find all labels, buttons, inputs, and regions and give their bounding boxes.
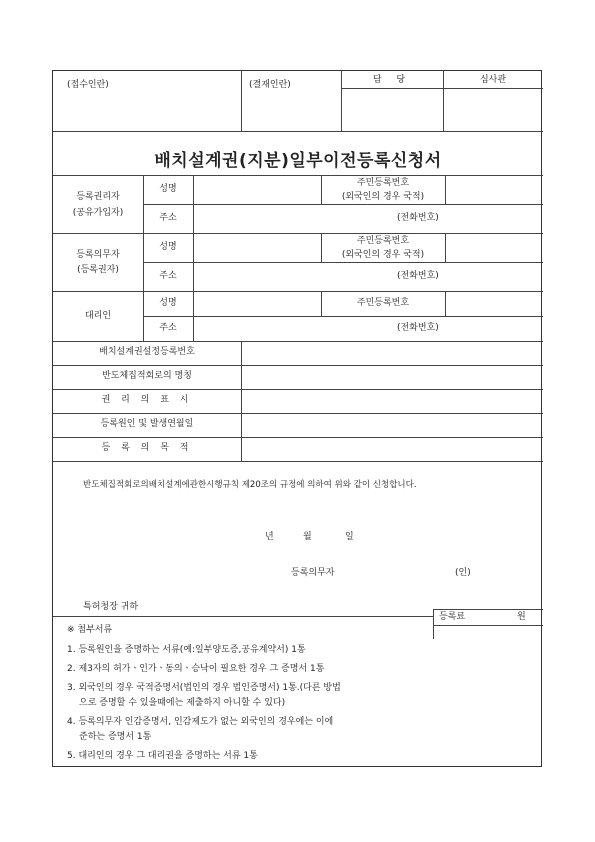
obligor-nationality-label: (외국인의 경우 국적) (341, 250, 425, 260)
registration-cause-label: 등록원인 및 발생연월일 (100, 419, 194, 429)
agent-name-label: 성명 (159, 298, 177, 308)
right-indication-label: 권 리 의 표 시 (101, 395, 193, 405)
rightholder-id-label: 주민등록번호 (356, 178, 410, 188)
rightholder-nationality-label: (외국인의 경우 국적) (341, 192, 425, 202)
obligor-phone-label: (전화번호) (397, 271, 439, 281)
title-bottom-line (53, 175, 543, 176)
signer-label: 등록의무자 (291, 568, 335, 578)
application-form (52, 70, 542, 767)
stamp-subheader-line (341, 88, 543, 89)
fee-box-top (433, 609, 543, 610)
stamp-divider (241, 71, 242, 131)
fee-label: 등록료 (439, 612, 466, 622)
date-day: 일 (345, 532, 354, 542)
agent-phone-label: (전화번호) (397, 323, 439, 333)
date-month: 월 (303, 532, 312, 542)
attachment-item: 1. 등록원인을 증명하는 서류(예:일부양도증,공유계약서) 1통 (67, 645, 306, 655)
fee-box-mid (433, 625, 543, 626)
agent-label: 대리인 (84, 311, 112, 321)
attachments-top-line (53, 616, 433, 617)
date-year: 년 (265, 532, 274, 542)
attachment-item: 5. 대리인의 경우 그 대리권을 증명하는 서류 1통 (67, 751, 258, 761)
header-bottom-line (53, 131, 543, 132)
registration-purpose-label: 등 록 의 목 적 (101, 443, 193, 453)
examiner-label: 심사관 (479, 75, 507, 85)
attachment-item: 4. 등록의무자 인감증명서, 인감제도가 없는 외국인의 경우에는 이에 (67, 717, 334, 727)
attachments-heading: ※ 첨부서류 (67, 625, 113, 635)
receipt-stamp-label: (접수인란) (67, 80, 109, 90)
id-divider (445, 291, 446, 316)
rightholder-name-label: 성명 (159, 184, 177, 194)
obligor-id-label: 주민등록번호 (356, 236, 410, 246)
addressee: 특허청장 귀하 (83, 602, 139, 612)
attachment-item: 2. 제3자의 허가ㆍ인가ㆍ동의ㆍ승낙이 필요한 경우 그 증명서 1통 (67, 664, 325, 674)
attachment-item: 3. 외국인의 경우 국적증명서(법인의 경우 법인증명서) 1통.(다른 방법 (67, 683, 341, 693)
agent-id-label: 주민등록번호 (356, 298, 410, 308)
rightholder-sublabel: (공유가입자) (72, 208, 124, 218)
id-divider (445, 175, 446, 204)
declaration-text: 반도체집적회로의배치설계에관한시행규칙 제20조의 규정에 의하여 위와 같이 신청합니다. (83, 480, 417, 490)
signer-seal: (인) (455, 568, 471, 578)
obligor-address-label: 주소 (159, 271, 177, 281)
obligor-sublabel: (등록권자) (77, 265, 119, 275)
registration-number-label: 배치설계권설정등록번호 (99, 347, 195, 357)
attachment-item: 준하는 증명서 1통 (79, 732, 152, 742)
approval-stamp-label: (결재인란) (249, 80, 291, 90)
obligor-name-label: 성명 (159, 242, 177, 252)
rightholder-phone-label: (전화번호) (397, 213, 439, 223)
fee-unit: 원 (517, 612, 526, 622)
id-divider (445, 233, 446, 262)
rightholder-label: 등록권리자 (76, 192, 120, 202)
form-title: 배치설계권(지분)일부이전등록신청서 (154, 151, 442, 171)
rightholder-address-label: 주소 (159, 213, 177, 223)
in-charge-label: 담 당 (372, 75, 412, 85)
info-divider (241, 341, 242, 461)
circuit-name-label: 반도체집적회로의 명칭 (102, 371, 192, 381)
fee-box-left (433, 609, 434, 639)
agent-address-label: 주소 (159, 323, 177, 333)
obligor-label: 등록의무자 (76, 250, 120, 260)
attachment-item: 으로 증명할 수 있을때에는 제출하지 아니할 수 있다) (79, 698, 286, 708)
